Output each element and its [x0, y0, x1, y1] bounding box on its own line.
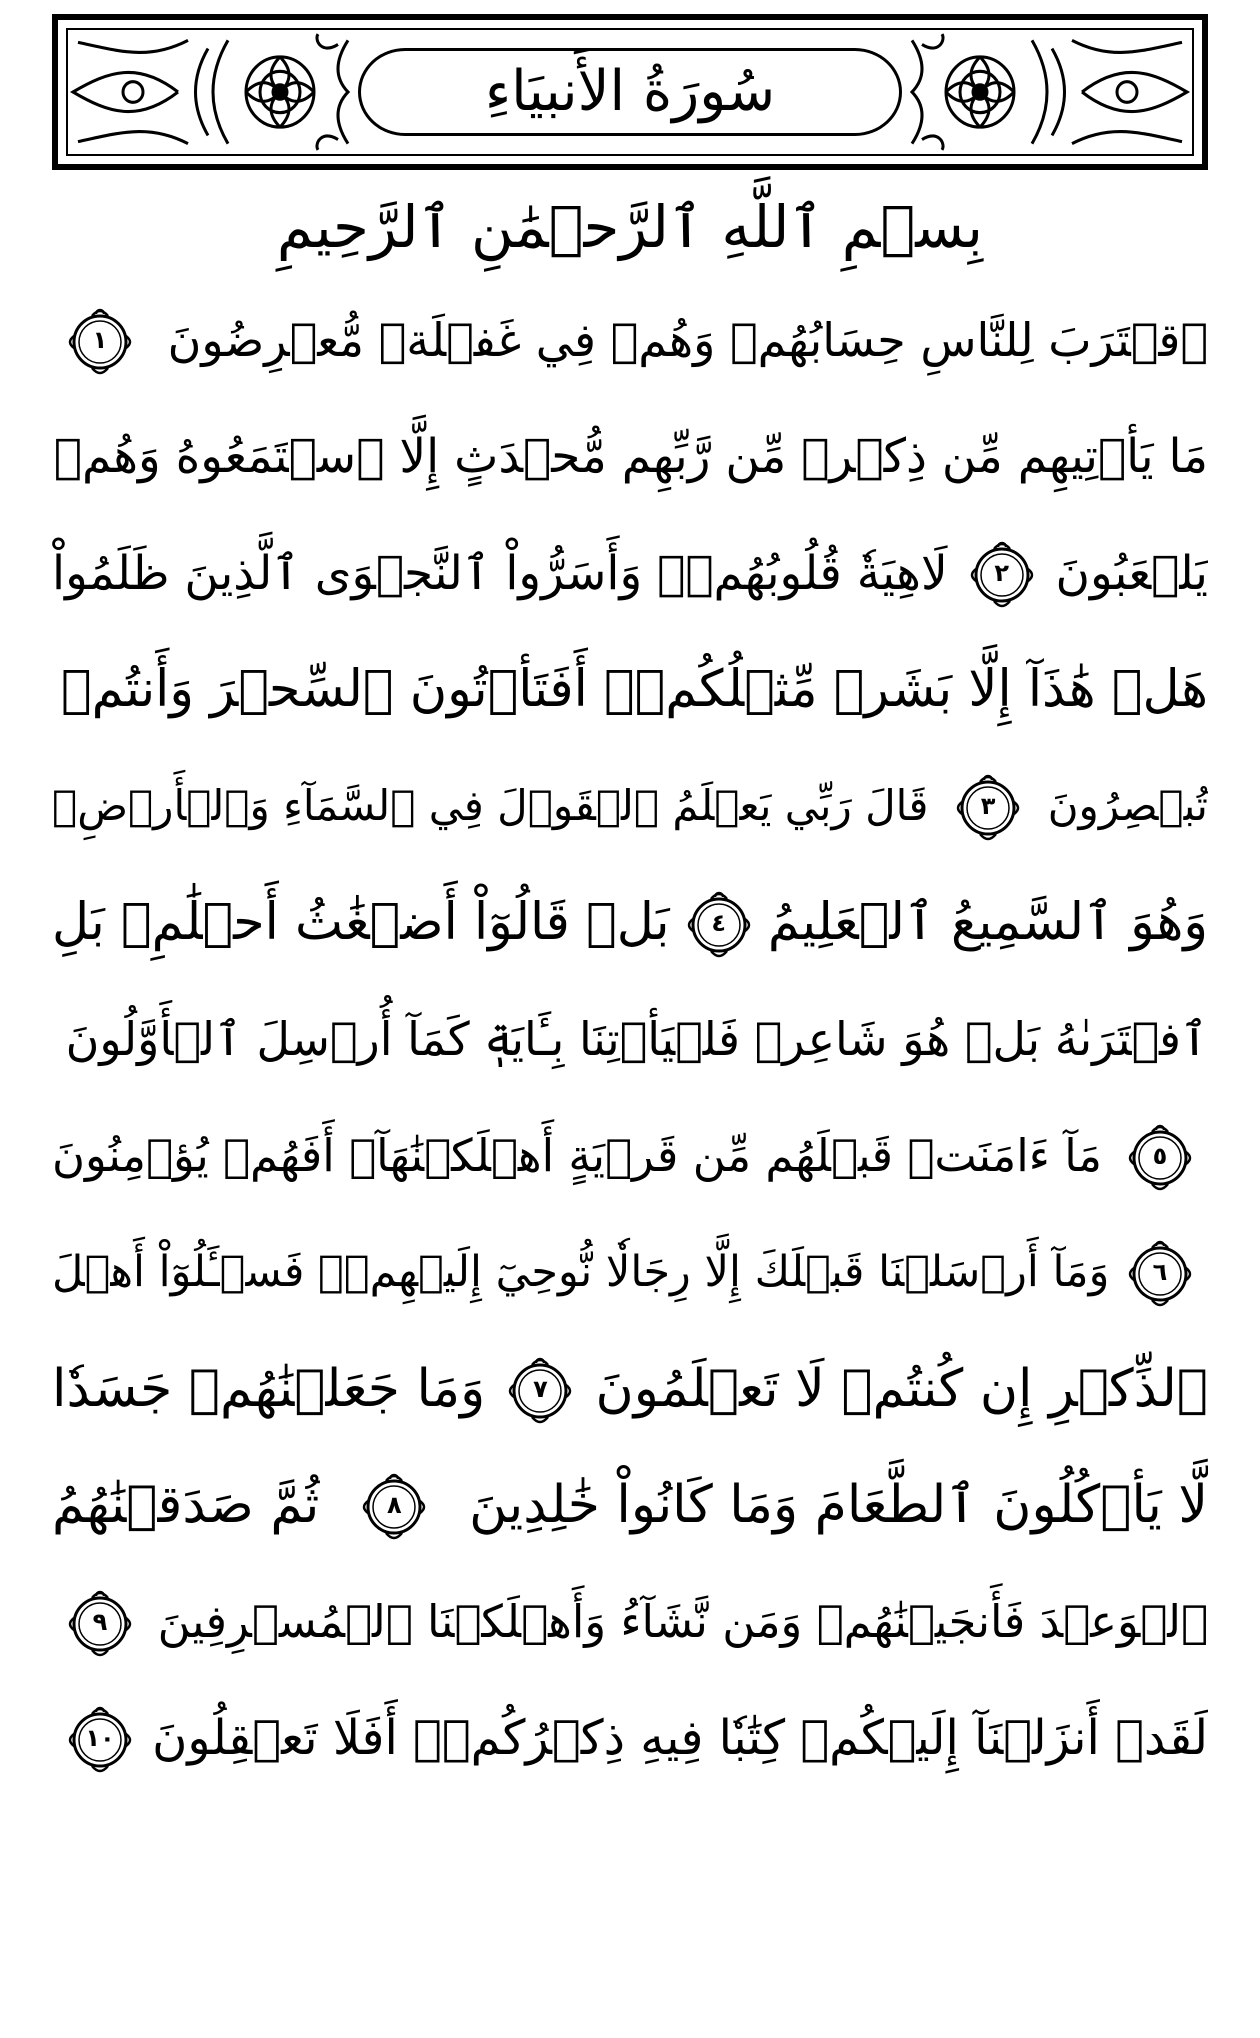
ayah-number: ٨ — [386, 1491, 402, 1520]
verse-line — [52, 632, 1208, 749]
ayah-number: ٢ — [994, 559, 1009, 588]
ayah-number: ١ — [92, 326, 108, 355]
ayah-number: ١٠ — [85, 1724, 115, 1753]
verse-text: ثُمَّ صَدَقۡنَٰهُمُ — [52, 1475, 320, 1536]
arabesque-ornament-right-icon — [902, 30, 1192, 154]
surah-header-frame — [52, 14, 1208, 170]
verse-line — [52, 282, 1208, 399]
verse-text: مَآ ءَامَنَتۡ قَبۡلَهُم مِّن قَرۡيَةٍ أَهۡلَكۡنَٰهَآۖ أَفَهُمۡ يُؤۡمِنُونَ — [52, 1129, 1103, 1183]
ayah-number: ٥ — [1152, 1141, 1168, 1170]
ayah-number-marker — [356, 1467, 432, 1543]
verse-line — [52, 1331, 1208, 1448]
ayah-number-marker — [950, 768, 1026, 844]
verse-text: هَلۡ هَٰذَآ إِلَّا بَشَرٞ مِّثۡلُكُمۡۖ أَفَتَأۡتُونَ ٱلسِّحۡرَ وَأَنتُمۡ — [61, 660, 1208, 720]
verse-line — [52, 1680, 1208, 1797]
surah-header-inner-border — [66, 28, 1194, 156]
verse-text: وَهُوَ ٱلسَّمِيعُ ٱلۡعَلِيمُ — [767, 893, 1208, 953]
arabesque-ornament-left-icon — [68, 30, 358, 154]
ayah-number-marker — [62, 1584, 138, 1660]
verse-line — [52, 399, 1208, 516]
verse-text: ٱقۡتَرَبَ لِلنَّاسِ حِسَابُهُمۡ وَهُمۡ فِي غَفۡلَةٖ مُّعۡرِضُونَ — [167, 313, 1208, 368]
ayah-number-marker — [1122, 1234, 1198, 1310]
verse-text: لَاهِيَةٗ قُلُوبُهُمۡۗ وَأَسَرُّواْ ٱلنَّجۡوَى ٱلَّذِينَ ظَلَمُواْ — [52, 545, 948, 601]
ayah-number: ٦ — [1152, 1258, 1168, 1287]
verse-text: ٱلذِّكۡرِ إِن كُنتُمۡ لَا تَعۡلَمُونَ — [595, 1358, 1208, 1419]
verse-text: لَقَدۡ أَنزَلۡنَآ إِلَيۡكُمۡ كِتَٰبٗا فِيهِ ذِكۡرُكُمۡۚ أَفَلَا تَعۡقِلُونَ — [152, 1710, 1208, 1767]
ayah-number: ٤ — [711, 908, 727, 937]
verse-line — [52, 865, 1208, 982]
verse-text: يَلۡعَبُونَ — [1055, 545, 1208, 601]
verse-line — [52, 1214, 1208, 1331]
verse-line — [52, 515, 1208, 632]
verse-text: بَلۡ قَالُوٓاْ أَضۡغَٰثُ أَحۡلَٰمِۭ بَلِ — [52, 893, 670, 953]
ayah-number: ٧ — [533, 1374, 548, 1403]
ayah-number-marker — [62, 1700, 138, 1776]
ayah-number-marker — [964, 535, 1040, 611]
verse-line — [52, 1098, 1208, 1215]
ayah-number: ٣ — [980, 792, 996, 821]
verse-line — [52, 1447, 1208, 1564]
verse-lines — [52, 282, 1208, 1797]
verse-text: لَّا يَأۡكُلُونَ ٱلطَّعَامَ وَمَا كَانُواْ خَٰلِدِينَ — [469, 1475, 1208, 1536]
verse-line — [52, 981, 1208, 1098]
basmala: بِسۡمِ ٱللَّهِ ٱلرَّحۡمَٰنِ ٱلرَّحِيمِ — [276, 193, 984, 261]
ayah-number-marker — [502, 1351, 578, 1427]
verse-text: مَا يَأۡتِيهِم مِّن ذِكۡرٖ مِّن رَّبِّهِم مُّحۡدَثٍ إِلَّا ٱسۡتَمَعُوهُ وَهُمۡ — [53, 429, 1208, 485]
verse-text: ٱفۡتَرَىٰهُ بَلۡ هُوَ شَاعِرٞ فَلۡيَأۡتِنَا بِـَٔايَةٖ كَمَآ أُرۡسِلَ ٱلۡأَوَّلُونَ — [65, 1012, 1208, 1067]
ayah-number-marker — [1122, 1118, 1198, 1194]
verse-text: وَمَآ أَرۡسَلۡنَا قَبۡلَكَ إِلَّا رِجَالٗا نُّوحِيٓ إِلَيۡهِمۡۖ فَسۡـَٔلُوٓاْ أَهۡلَ — [52, 1246, 1110, 1297]
ayah-number: ٩ — [92, 1607, 108, 1636]
verse-line — [52, 1564, 1208, 1681]
verse-line — [52, 748, 1208, 865]
surah-title-cartouche — [358, 48, 902, 136]
verse-text: ٱلۡوَعۡدَ فَأَنجَيۡنَٰهُمۡ وَمَن نَّشَآءُ وَأَهۡلَكۡنَا ٱلۡمُسۡرِفِينَ — [157, 1595, 1208, 1649]
ayah-number-marker — [62, 302, 138, 378]
verse-text: وَمَا جَعَلۡنَٰهُمۡ جَسَدٗا — [52, 1358, 486, 1419]
surah-title: سُورَةُ الأَنبيَاءِ — [484, 59, 776, 124]
verse-text: تُبۡصِرُونَ — [1047, 781, 1208, 831]
verse-text: قَالَ رَبِّي يَعۡلَمُ ٱلۡقَوۡلَ فِي ٱلسَّمَآءِ وَٱلۡأَرۡضِۖ — [52, 781, 929, 831]
ayah-number-marker — [681, 885, 757, 961]
